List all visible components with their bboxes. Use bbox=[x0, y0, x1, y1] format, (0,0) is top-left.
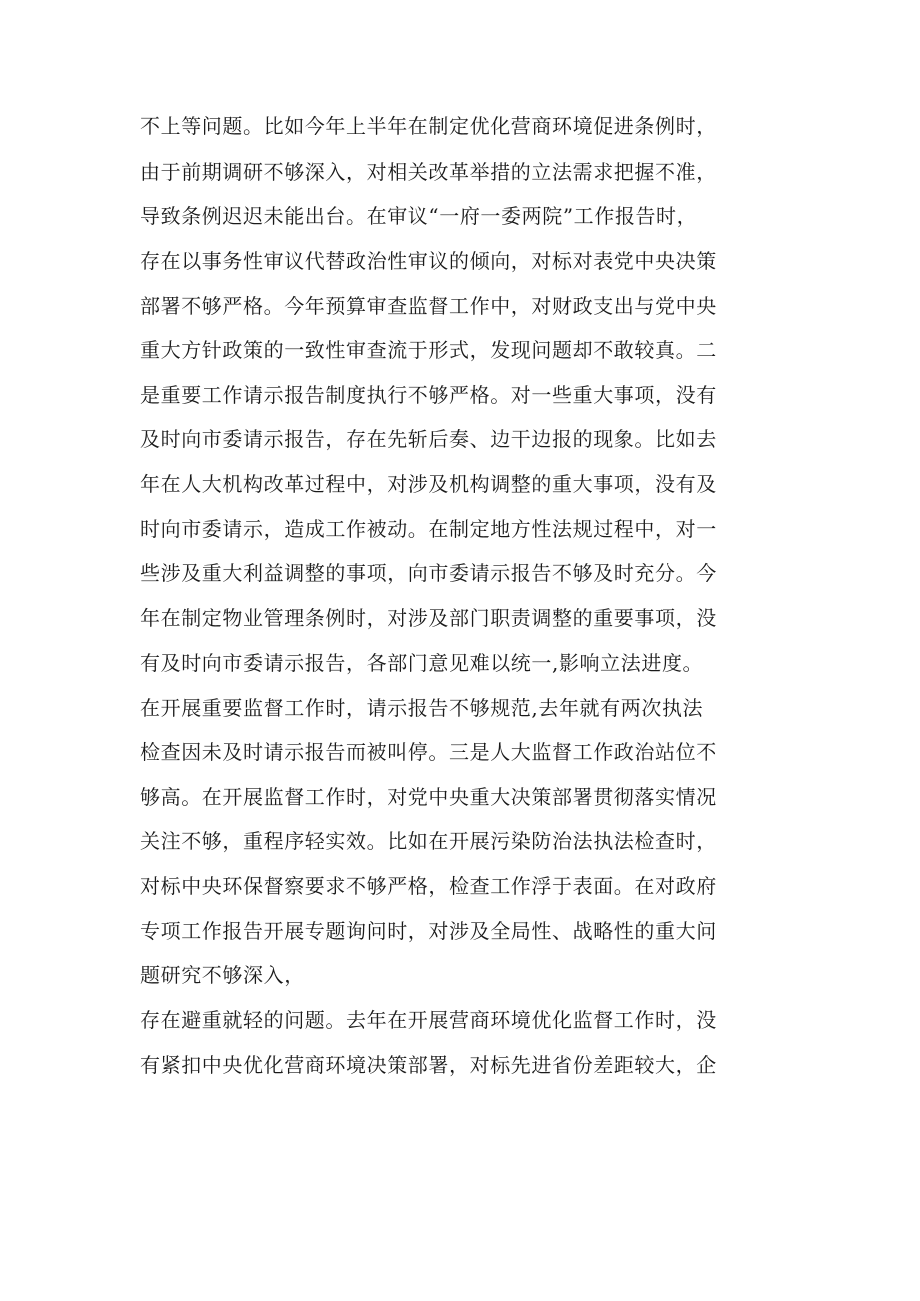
text-line: 年在制定物业管理条例时，对涉及部门职责调整的重要事项，没 bbox=[140, 606, 717, 630]
text-line: 些涉及重大利益调整的事项，向市委请示报告不够及时充分。今 bbox=[140, 561, 717, 585]
text-line: 年在人大机构改革过程中，对涉及机构调整的重大事项，没有及 bbox=[140, 472, 717, 496]
text-line: 不上等问题。比如今年上半年在制定优化营商环境促进条例时， bbox=[140, 114, 717, 138]
text-line: 关注不够，重程序轻实效。比如在开展污染防治法执法检查时， bbox=[140, 829, 717, 853]
text-line: 对标中央环保督察要求不够严格，检查工作浮于表面。在对政府 bbox=[140, 874, 717, 898]
text-line: 够高。在开展监督工作时，对党中央重大决策部署贯彻落实情况 bbox=[140, 785, 717, 809]
text-line: 重大方针政策的一致性审查流于形式，发现问题却不敢较真。二 bbox=[140, 338, 717, 362]
text-line: 有紧扣中央优化营商环境决策部署，对标先进省份差距较大，企 bbox=[140, 1053, 717, 1077]
text-line: 时向市委请示，造成工作被动。在制定地方性法规过程中，对一 bbox=[140, 517, 717, 541]
text-line: 由于前期调研不够深入，对相关改革举措的立法需求把握不准， bbox=[140, 160, 717, 184]
text-line: 题研究不够深入， bbox=[140, 963, 305, 987]
text-line: 存在避重就轻的问题。去年在开展营商环境优化监督工作时，没 bbox=[140, 1008, 717, 1032]
text-line: 在开展重要监督工作时，请示报告不够规范,去年就有两次执法 bbox=[140, 696, 704, 720]
text-line: 存在以事务性审议代替政治性审议的倾向，对标对表党中央决策 bbox=[140, 249, 717, 273]
text-line: 专项工作报告开展专题询问时，对涉及全局性、战略性的重大问 bbox=[140, 919, 717, 943]
text-line: 部署不够严格。今年预算审查监督工作中，对财政支出与党中央 bbox=[140, 294, 717, 318]
text-line: 有及时向市委请示报告，各部门意见难以统一,影响立法进度。 bbox=[140, 651, 704, 675]
text-line: 检查因未及时请示报告而被叫停。三是人大监督工作政治站位不 bbox=[140, 740, 717, 764]
text-line: 导致条例迟迟未能出台。在审议“一府一委两院”工作报告时， bbox=[140, 204, 698, 228]
text-line: 是重要工作请示报告制度执行不够严格。对一些重大事项，没有 bbox=[140, 383, 717, 407]
text-line: 及时向市委请示报告，存在先斩后奏、边干边报的现象。比如去 bbox=[140, 427, 717, 451]
